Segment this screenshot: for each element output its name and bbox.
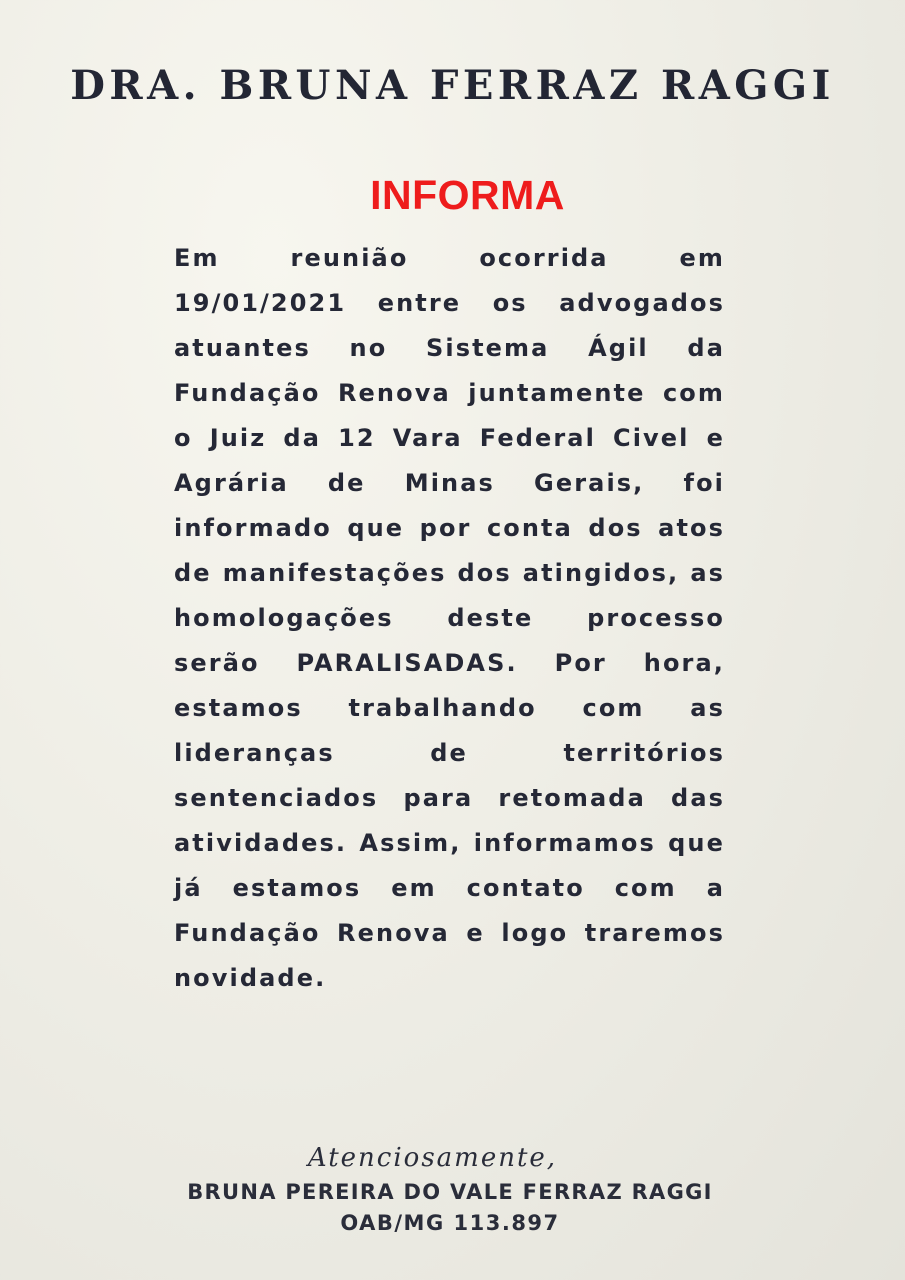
signer-name: BRUNA PEREIRA DO VALE FERRAZ RAGGI — [187, 1180, 713, 1204]
page-title: DRA. BRUNA FERRAZ RAGGI — [70, 62, 835, 109]
notice-body: Em reunião ocorrida em 19/01/2021 entre os advogados atuantes no Sistema Ágil da Fundação Renova juntamente com o Juiz da 12 Vara Federal Civel e Agrária de Minas Gerais, foi informado que por conta dos atos de manifestações dos atingidos, as homologações deste processo serão PARALISADAS. Por hora, estamos trabalhando com as lideranças de territórios sentenciados para retomada das atividades. Assim, informamos que já estamos em contato com a Fundação Renova e logo traremos novidade. — [174, 244, 725, 992]
closing-salutation: Atenciosamente, — [307, 1143, 558, 1173]
signer-oab-number: OAB/MG 113.897 — [340, 1211, 560, 1235]
notice-heading: INFORMA — [370, 172, 565, 218]
